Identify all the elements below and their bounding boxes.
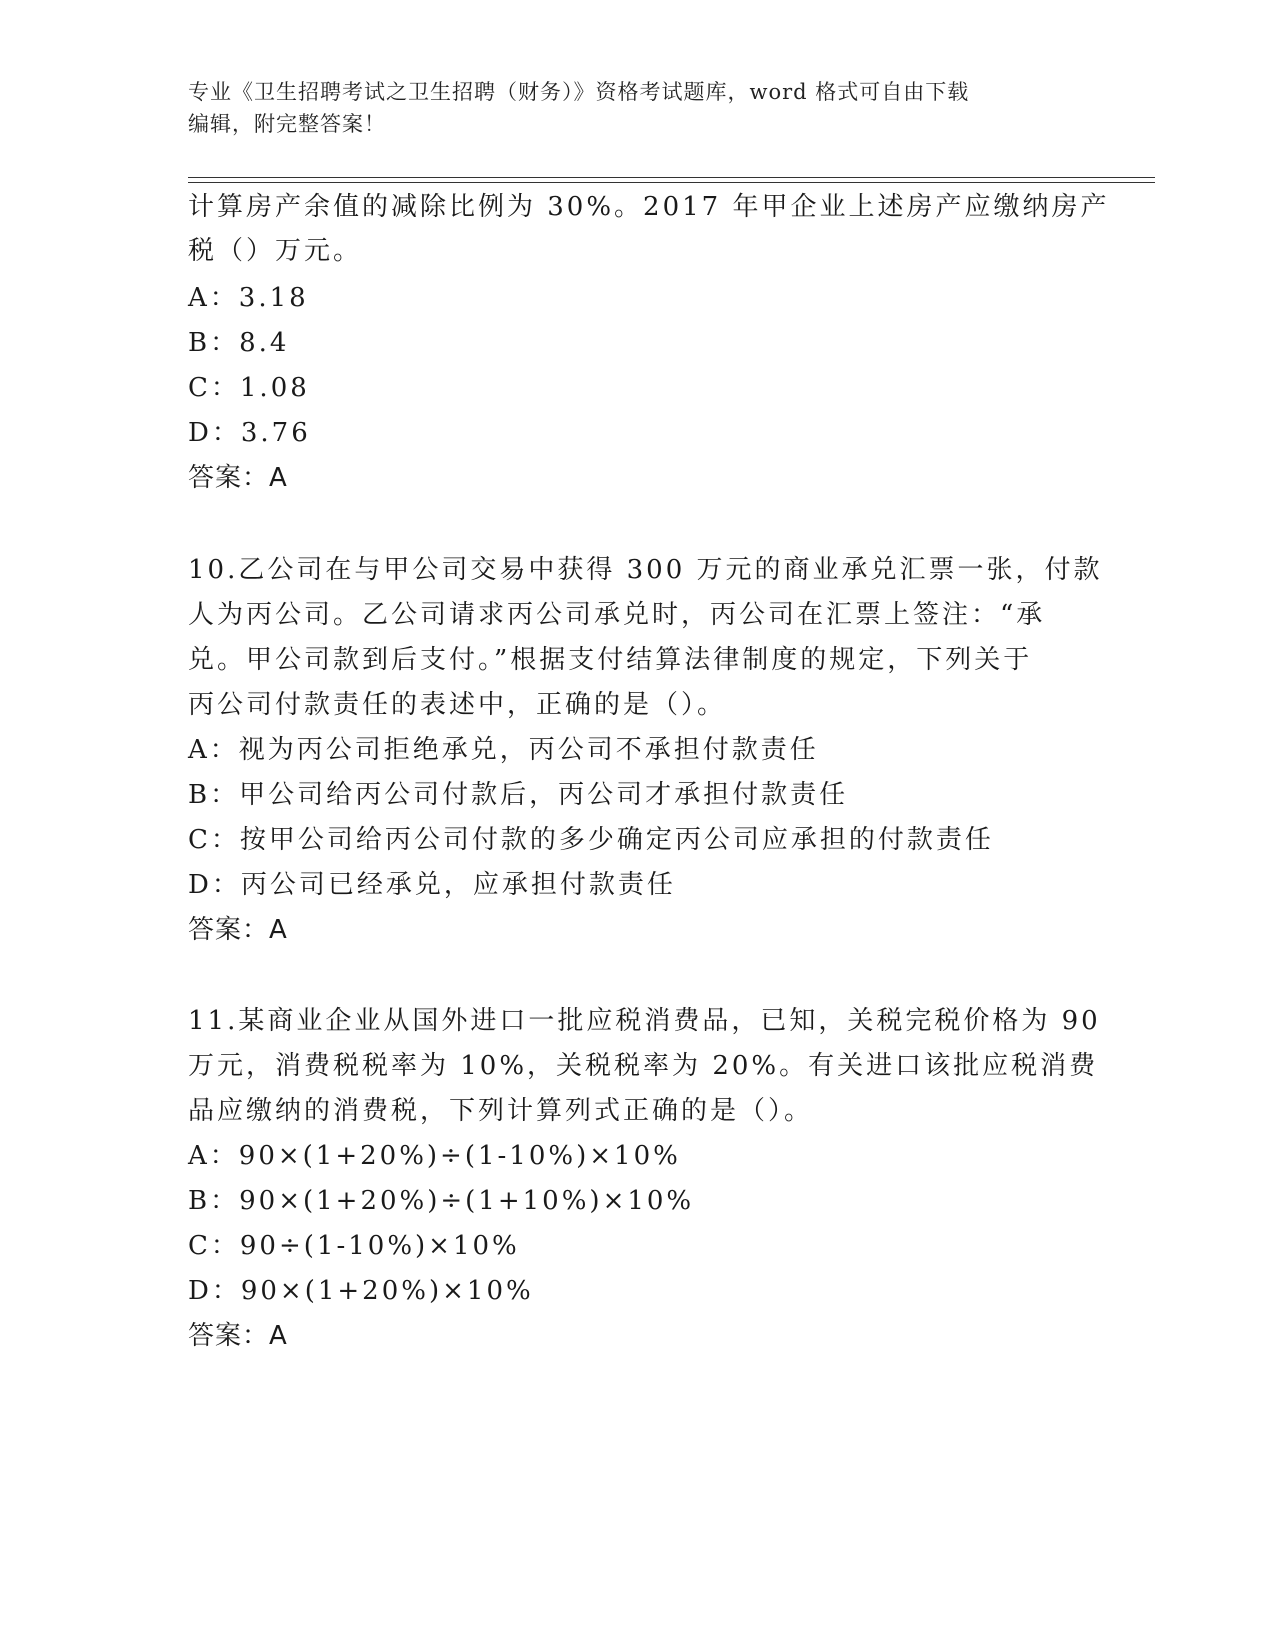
option-c: C：90÷(1-10%)×10% bbox=[188, 1231, 520, 1261]
option-a: A：3.18 bbox=[188, 283, 309, 313]
option-c: C：按甲公司给丙公司付款的多少确定丙公司应承担的付款责任 bbox=[188, 825, 994, 855]
answer-label: 答案：A bbox=[188, 915, 288, 945]
header-line-1: 专业《卫生招聘考试之卫生招聘（财务）》资格考试题库，word 格式可自由下载 bbox=[188, 80, 970, 104]
option-c: C：1.08 bbox=[188, 373, 310, 403]
answer-label: 答案：A bbox=[188, 1321, 288, 1351]
option-b: B：90×(1+20%)÷(1+10%)×10% bbox=[188, 1186, 695, 1216]
question-stem-line: 计算房产余值的减除比例为 30%。2017 年甲企业上述房产应缴纳房产 bbox=[188, 192, 1110, 222]
question-stem-line: 人为丙公司。乙公司请求丙公司承兑时，丙公司在汇票上签注：“承 bbox=[188, 600, 1046, 630]
option-a: A：视为丙公司拒绝承兑，丙公司不承担付款责任 bbox=[188, 735, 819, 765]
option-b: B：甲公司给丙公司付款后，丙公司才承担付款责任 bbox=[188, 780, 849, 810]
question-stem-line: 11.某商业企业从国外进口一批应税消费品，已知，关税完税价格为 90 bbox=[188, 1006, 1101, 1036]
question-stem-line: 10.乙公司在与甲公司交易中获得 300 万元的商业承兑汇票一张，付款 bbox=[188, 555, 1103, 585]
answer-label: 答案：A bbox=[188, 463, 288, 493]
option-d: D：丙公司已经承兑，应承担付款责任 bbox=[188, 870, 676, 900]
option-b: B：8.4 bbox=[188, 328, 290, 358]
option-d: D：90×(1+20%)×10% bbox=[188, 1276, 534, 1306]
question-stem-line: 税（）万元。 bbox=[188, 236, 363, 266]
option-a: A：90×(1+20%)÷(1-10%)×10% bbox=[188, 1141, 681, 1171]
document-header bbox=[188, 76, 1088, 140]
header-line-2: 编辑，附完整答案！ bbox=[188, 112, 386, 136]
question-stem-line: 万元，消费税税率为 10%，关税税率为 20%。有关进口该批应税消费 bbox=[188, 1051, 1099, 1081]
question-stem-line: 兑。甲公司款到后支付。”根据支付结算法律制度的规定，下列关于 bbox=[188, 645, 1033, 675]
header-rule-top bbox=[188, 177, 1155, 178]
header-rule-bottom bbox=[188, 182, 1155, 183]
question-stem-line: 丙公司付款责任的表述中，正确的是（）。 bbox=[188, 690, 727, 720]
question-stem-line: 品应缴纳的消费税，下列计算列式正确的是（）。 bbox=[188, 1096, 814, 1126]
option-d: D：3.76 bbox=[188, 418, 311, 448]
